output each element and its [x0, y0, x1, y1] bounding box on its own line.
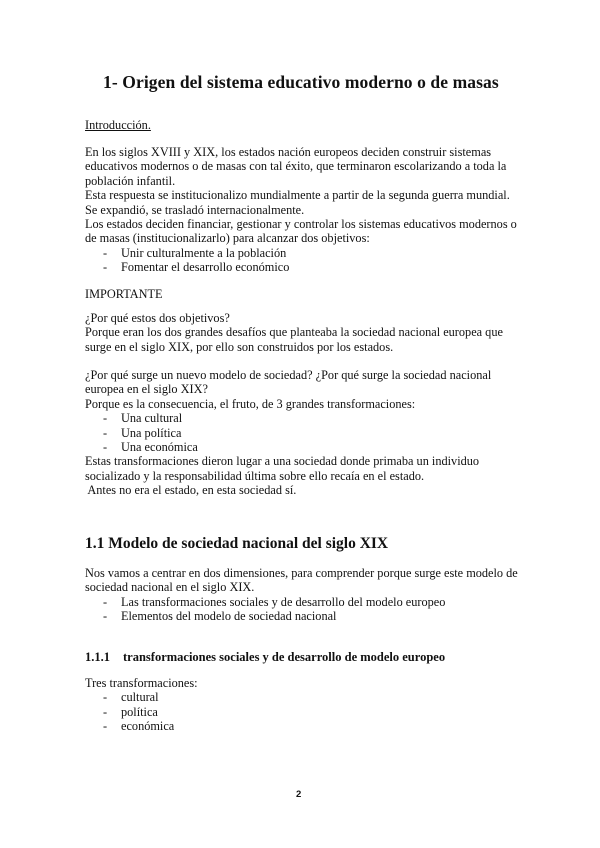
bullet-marker: -: [103, 704, 108, 719]
page-title: 1- Origen del sistema educativo moderno o de masas: [103, 72, 499, 92]
bullet-marker: -: [103, 245, 108, 260]
q2-line: ¿Por qué surge un nuevo modelo de sociedad? ¿Por qué surge la sociedad nacional: [85, 368, 492, 382]
list-item: [85, 246, 525, 260]
bullet-marker: -: [103, 594, 108, 609]
intro-line: población infantil.: [85, 173, 176, 188]
list-item-text: Unir culturalmente a la población: [121, 245, 287, 260]
intro-heading: Introducción.: [85, 118, 151, 132]
conclusion-line: Antes no era el estado, en esta sociedad sí.: [85, 483, 297, 498]
list-item-text: económica: [121, 719, 175, 734]
intro-line: En los siglos XVIII y XIX, los estados nación europeos deciden construir sistemas: [85, 145, 492, 159]
list-item: [85, 260, 525, 274]
subsection-title: transformaciones sociales y de desarrollo de modelo europeo: [123, 650, 446, 664]
bullet-marker: -: [103, 260, 108, 275]
list-item: [85, 426, 525, 440]
list-item-text: política: [121, 704, 158, 719]
bullet-marker: -: [103, 690, 108, 705]
important-label-block: [85, 287, 525, 301]
intro-line: Se expandió, se trasladó internacionalmente.: [85, 202, 305, 217]
list-item-text: Fomentar el desarrollo económico: [121, 260, 290, 275]
bullet-marker: -: [103, 425, 108, 440]
important-q1: [85, 311, 525, 354]
important-label: IMPORTANTE: [85, 287, 163, 301]
list-item-text: Las transformaciones sociales y de desarrollo del modelo europeo: [121, 594, 446, 609]
list-item: [85, 609, 525, 623]
q1-line: ¿Por qué estos dos objetivos?: [85, 311, 230, 325]
list-item-text: Una económica: [121, 440, 198, 455]
list-item-text: Elementos del modelo de sociedad nacional: [121, 609, 337, 624]
list-item-text: Una cultural: [121, 411, 183, 426]
section-line: Nos vamos a centrar en dos dimensiones, para comprender porque surge este modelo de: [85, 566, 518, 580]
list-item: [85, 440, 525, 454]
list-item: [85, 705, 525, 719]
bullet-marker: -: [103, 719, 108, 734]
q1-line: surge en el siglo XIX, por ello son construidos por los estados.: [85, 339, 394, 354]
conclusion-line: socializado y la responsabilidad última sobre ello recaía en el estado.: [85, 468, 425, 483]
intro-heading-block: [85, 118, 525, 132]
section-line: sociedad nacional en el siglo XIX.: [85, 580, 255, 595]
list-item: [85, 595, 525, 609]
q2-line: europea en el siglo XIX?: [85, 382, 208, 397]
intro-line: Esta respuesta se institucionalizo mundialmente a partir de la segunda guerra mundial.: [85, 188, 510, 203]
page-number: 2: [296, 789, 302, 800]
important-q2: [85, 368, 525, 498]
section-1-1-paragraph: [85, 566, 525, 624]
list-item-text: Una política: [121, 425, 182, 440]
bullet-marker: -: [103, 411, 108, 426]
conclusion-line: Estas transformaciones dieron lugar a una sociedad donde primaba un individuo: [85, 454, 480, 469]
intro-paragraph: [85, 145, 525, 275]
list-item: [85, 411, 525, 425]
bullet-marker: -: [103, 609, 108, 624]
subsection-number: 1.1.1: [85, 650, 110, 664]
section-heading: 1.1 Modelo de sociedad nacional del siglo XIX: [85, 535, 389, 552]
q2-line: Porque es la consecuencia, el fruto, de 3 grandes transformaciones:: [85, 396, 416, 411]
bullet-marker: -: [103, 440, 108, 455]
subsection-heading: [85, 650, 445, 665]
section-line: Tres transformaciones:: [85, 676, 198, 690]
intro-line: de masas (institucionalizarlo) para alcanzar dos objetivos:: [85, 231, 370, 246]
list-item: [85, 690, 525, 704]
section-1-1-1-paragraph: [85, 676, 525, 734]
intro-line: Los estados deciden financiar, gestionar y controlar los sistemas educativos modernos o: [85, 217, 517, 232]
intro-line: educativos modernos o de masas con tal éxito, que terminaron escolarizando a toda la: [85, 159, 507, 174]
q1-line: Porque eran los dos grandes desafíos que planteaba la sociedad nacional europea que: [85, 325, 503, 340]
list-item-text: cultural: [121, 690, 159, 705]
list-item: [85, 719, 525, 733]
